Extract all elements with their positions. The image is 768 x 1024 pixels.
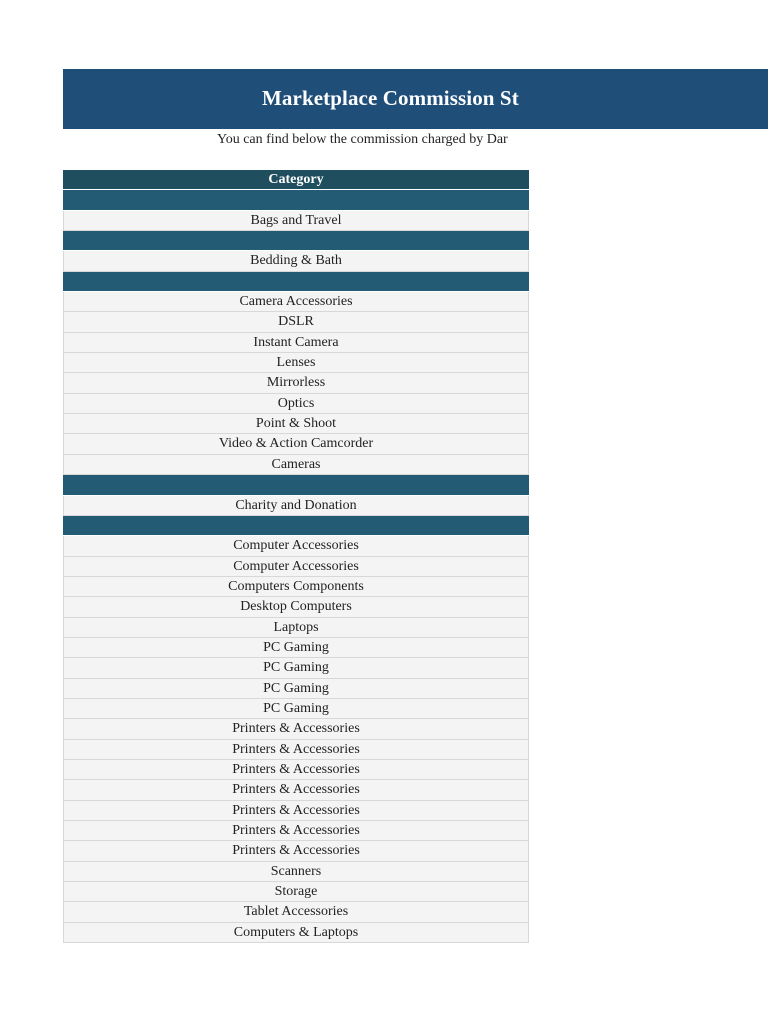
table-row: Computers & Laptops xyxy=(63,923,529,943)
table-row: Computer Accessories xyxy=(63,557,529,577)
table-row: Charity and Donation xyxy=(63,496,529,516)
table-row: Cameras xyxy=(63,455,529,475)
table-row: Optics xyxy=(63,394,529,414)
section-bar xyxy=(63,231,529,251)
section-bar xyxy=(63,272,529,292)
table-header-category: Category xyxy=(63,170,529,190)
table-row: Camera Accessories xyxy=(63,292,529,312)
category-table xyxy=(63,170,529,943)
table-row: Video & Action Camcorder xyxy=(63,434,529,454)
title-clip xyxy=(63,69,528,129)
table-row: DSLR xyxy=(63,312,529,332)
table-row: Bedding & Bath xyxy=(63,251,529,271)
table-row: Tablet Accessories xyxy=(63,902,529,922)
table-row: Instant Camera xyxy=(63,333,529,353)
table-row: Printers & Accessories xyxy=(63,841,529,861)
section-bar xyxy=(63,516,529,536)
table-row: Printers & Accessories xyxy=(63,719,529,739)
table-row: Computers Components xyxy=(63,577,529,597)
title-banner xyxy=(63,69,768,129)
table-body xyxy=(63,190,529,943)
table-row: Printers & Accessories xyxy=(63,760,529,780)
table-row: Printers & Accessories xyxy=(63,801,529,821)
table-row: Scanners xyxy=(63,862,529,882)
table-row: Mirrorless xyxy=(63,373,529,393)
subtitle-clip xyxy=(63,129,528,149)
table-row: Printers & Accessories xyxy=(63,740,529,760)
section-bar xyxy=(63,190,529,210)
table-row: Bags and Travel xyxy=(63,211,529,231)
table-row: PC Gaming xyxy=(63,638,529,658)
table-row: Laptops xyxy=(63,618,529,638)
table-row: PC Gaming xyxy=(63,658,529,678)
section-bar xyxy=(63,475,529,495)
table-row: Printers & Accessories xyxy=(63,780,529,800)
table-row: Desktop Computers xyxy=(63,597,529,617)
table-row: Printers & Accessories xyxy=(63,821,529,841)
table-row: Lenses xyxy=(63,353,529,373)
table-row: PC Gaming xyxy=(63,699,529,719)
table-row: Point & Shoot xyxy=(63,414,529,434)
table-row: PC Gaming xyxy=(63,679,529,699)
table-row: Computer Accessories xyxy=(63,536,529,556)
table-row: Storage xyxy=(63,882,529,902)
page-subtitle: You can find below the commission charged by Dar xyxy=(217,132,508,147)
page-title: Marketplace Commission St xyxy=(262,86,519,110)
